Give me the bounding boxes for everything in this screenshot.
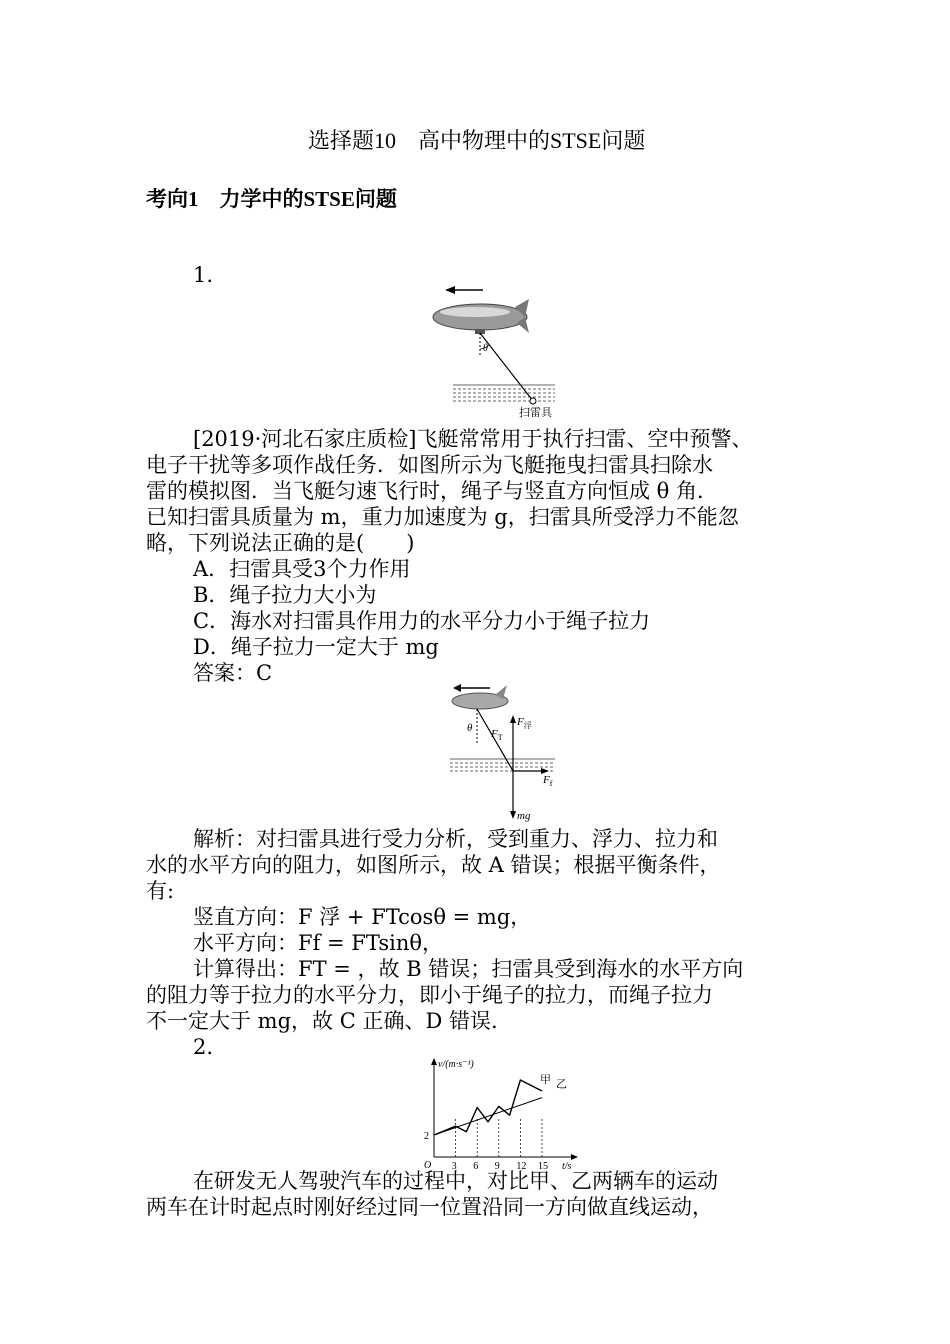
stem-line: 电子干扰等多项作战任务．如图所示为飞艇拖曳扫雷具扫除水 <box>146 453 713 477</box>
buoyancy-label: $F_浮$ <box>517 716 532 730</box>
question-1-options <box>193 556 650 686</box>
stem-line: [2019·河北石家庄质检]飞艇常常用于执行扫雷、空中预警、 <box>193 427 753 451</box>
equation-vertical: 竖直方向：F 浮 + FTcosθ = mg， <box>193 905 532 929</box>
gravity-label: mg <box>517 810 531 822</box>
answer-value: C <box>256 661 273 685</box>
option-a: A．扫雷具受3个力作用 <box>193 557 411 581</box>
minesweeper-label: 扫雷具 <box>519 407 552 419</box>
force-diagram <box>445 683 565 823</box>
question-1-solution <box>146 826 743 1034</box>
answer <box>193 660 650 686</box>
y-axis-arrow <box>431 1058 437 1065</box>
x-tick-label: 12 <box>516 1161 527 1171</box>
option-b: B．绳子拉力大小为 <box>193 583 377 607</box>
tension-label: $F_T$ <box>491 728 503 742</box>
resistance-label: $F_f$ <box>543 774 553 788</box>
option-d: D．绳子拉力一定大于 mg <box>193 635 439 659</box>
answer-label: 答案： <box>193 661 256 685</box>
calculation-line: 不一定大于 mg，故 C 正确、D 错误. <box>146 1009 498 1033</box>
y-tick-label: 2 <box>424 1131 429 1142</box>
solution-line: 有: <box>146 879 175 903</box>
series-yi-label: 乙 <box>556 1078 567 1091</box>
x-axis-arrow <box>571 1154 578 1160</box>
solution-line: 水的水平方向的阻力，如图所示，故 A 错误；根据平衡条件， <box>146 853 721 877</box>
airship-highlight <box>440 307 510 317</box>
x-tick-label: 15 <box>538 1161 548 1171</box>
question-2-number: 2. <box>193 1035 214 1059</box>
arrow-head <box>453 684 461 692</box>
section-heading: 考向1 力学中的STSE问题 <box>146 187 397 211</box>
origin-label: O <box>424 1160 432 1171</box>
buoyancy-arrow-head <box>510 715 516 723</box>
water-surface <box>453 385 555 401</box>
tow-rope <box>480 333 533 401</box>
x-axis-label: t/s <box>562 1161 572 1171</box>
minesweeper-device <box>530 398 536 404</box>
theta-label: θ <box>483 343 488 354</box>
water-surface <box>450 759 555 771</box>
question-2-stem <box>146 1168 718 1220</box>
stem-line: 已知扫雷具质量为 m，重力加速度为 g，扫雷具所受浮力不能忽 <box>146 505 739 529</box>
airship-figure <box>425 285 560 421</box>
y-axis-label: v/(m·s⁻¹) <box>438 1059 474 1070</box>
question-1-number: 1. <box>193 263 214 287</box>
solution-label: 解析： <box>193 827 256 851</box>
stem-line: 两车在计时起点时刚好经过同一位置沿同一方向做直线运动， <box>146 1195 713 1219</box>
x-tick-label: 3 <box>451 1161 457 1171</box>
stem-line: 雷的模拟图．当飞艇匀速飞行时，绳子与竖直方向恒成 θ 角． <box>146 479 718 503</box>
velocity-time-chart <box>420 1055 585 1171</box>
option-c: C．海水对扫雷具作用力的水平分力小于绳子拉力 <box>193 609 651 633</box>
solution-text: 对扫雷具进行受力分析，受到重力、浮力、拉力和 <box>256 827 718 851</box>
stem-line: 在研发无人驾驶汽车的过程中，对比甲、乙两辆车的运动 <box>193 1169 718 1193</box>
page-title: 选择题10 高中物理中的STSE问题 <box>308 128 646 153</box>
calculation-line: 计算得出：FT = ，故 B 错误；扫雷具受到海水的水平方向 <box>193 957 744 981</box>
tension-line <box>477 709 513 771</box>
series-jia-line <box>434 1080 542 1135</box>
gravity-arrow-head <box>510 811 516 819</box>
x-tick-label: 9 <box>494 1161 500 1171</box>
calculation-line: 的阻力等于拉力的水平分力，即小于绳子的拉力，而绳子拉力 <box>146 983 713 1007</box>
stem-line: 略，下列说法正确的是( ) <box>146 531 415 555</box>
series-jia-label: 甲 <box>540 1074 551 1086</box>
x-tick-label: 6 <box>473 1161 479 1171</box>
series-yi-line <box>434 1098 542 1135</box>
solution-line <box>146 826 743 852</box>
equation-horizontal: 水平方向：Ff = FTsinθ， <box>193 931 443 955</box>
question-1-stem <box>146 426 753 556</box>
theta-label: θ <box>467 722 473 734</box>
arrow-head <box>445 286 455 294</box>
